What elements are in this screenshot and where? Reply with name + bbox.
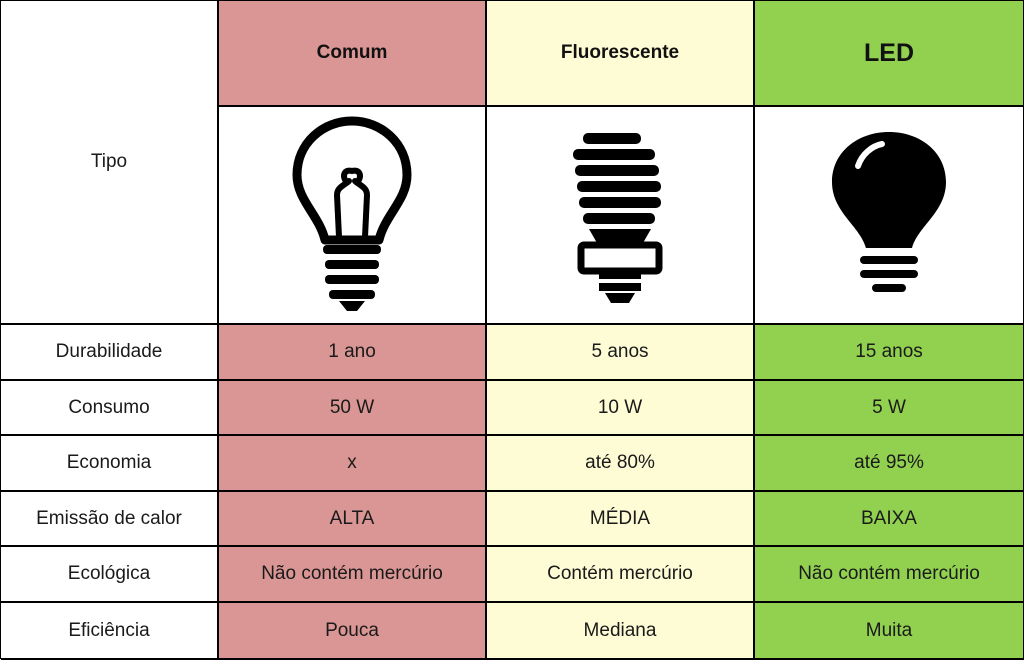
row-label-tipo: Tipo xyxy=(1,1,219,325)
incandescent-bulb-icon xyxy=(219,107,487,325)
cell-led-consumo: 5 W xyxy=(755,381,1024,436)
cell-comum-economia: x xyxy=(219,436,487,492)
row-label-durabilidade: Durabilidade xyxy=(1,325,219,381)
cell-fluorescente-eficiencia: Mediana xyxy=(487,603,755,660)
row-label-emissao-de-calor: Emissão de calor xyxy=(1,492,219,547)
cell-led-economia: até 95% xyxy=(755,436,1024,492)
cell-led-eficiencia: Muita xyxy=(755,603,1024,660)
column-header-comum: Comum xyxy=(219,1,487,107)
cell-fluorescente-durabilidade: 5 anos xyxy=(487,325,755,381)
cell-comum-emissao-de-calor: ALTA xyxy=(219,492,487,547)
cell-fluorescente-emissao-de-calor: MÉDIA xyxy=(487,492,755,547)
cell-comum-durabilidade: 1 ano xyxy=(219,325,487,381)
column-header-led: LED xyxy=(755,1,1024,107)
cell-fluorescente-ecologica: Contém mercúrio xyxy=(487,547,755,603)
led-bulb-icon xyxy=(755,107,1024,325)
cell-fluorescente-economia: até 80% xyxy=(487,436,755,492)
row-label-eficiencia: Eficiência xyxy=(1,603,219,660)
cell-comum-ecologica: Não contém mercúrio xyxy=(219,547,487,603)
row-label-ecologica: Ecológica xyxy=(1,547,219,603)
column-header-fluorescente: Fluorescente xyxy=(487,1,755,107)
cell-comum-consumo: 50 W xyxy=(219,381,487,436)
cell-led-ecologica: Não contém mercúrio xyxy=(755,547,1024,603)
cell-comum-eficiencia: Pouca xyxy=(219,603,487,660)
cell-fluorescente-consumo: 10 W xyxy=(487,381,755,436)
row-label-economia: Economia xyxy=(1,436,219,492)
fluorescent-bulb-icon xyxy=(487,107,755,325)
cell-led-durabilidade: 15 anos xyxy=(755,325,1024,381)
row-label-consumo: Consumo xyxy=(1,381,219,436)
cell-led-emissao-de-calor: BAIXA xyxy=(755,492,1024,547)
